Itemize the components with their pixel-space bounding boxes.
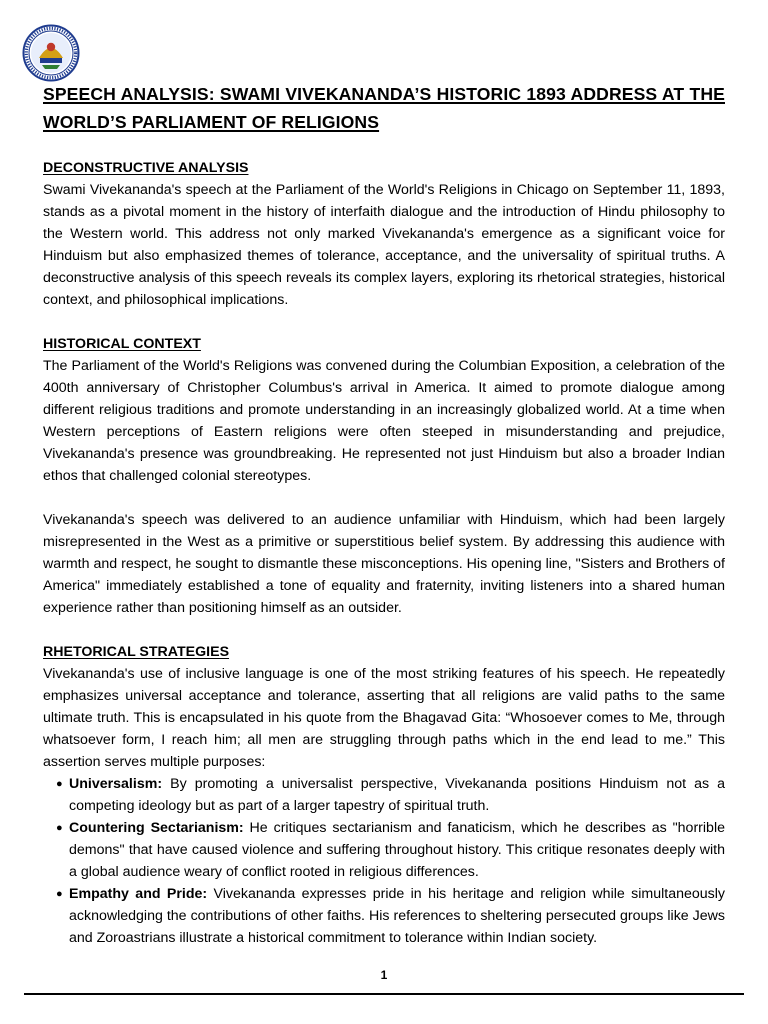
document-body [43,80,725,949]
section-rhetorical-strategies [43,641,725,949]
bullet-term: Countering Sectarianism: [69,820,244,836]
list-item [43,773,725,817]
paragraph: The Parliament of the World's Religions was convened during the Columbian Exposition, a celebration of the 400th anniversary of Christopher Columbus's arrival in America. It aimed to promote dialogue among different religious traditions and promote understanding in an increasingly globalized world. At a time when Western perceptions of Eastern religions were often steeped in misunderstanding and prejudice, Vivekananda's presence was groundbreaking. He represented not just Hinduism but also a broader Indian ethos that challenged colonial stereotypes. [43,358,725,484]
section-historical-context [43,333,725,619]
bullet-icon: ● [56,778,63,790]
bullet-icon: ● [56,822,63,834]
bullet-text: He critiques sectarianism and fanaticism, which he describes as "horrible demons" that have caused violence and suffering throughout history. This critique resonates deeply with a global audience weary of conflict rooted in religious differences. [69,820,725,880]
paragraph: Swami Vivekananda's speech at the Parliament of the World's Religions in Chicago on September 11, 1893, stands as a pivotal moment in the history of interfaith dialogue and the introduction of Hindu philosophy to the Western world. This address not only marked Vivekananda's emergence as a significant voice for Hinduism but also emphasized themes of tolerance, acceptance, and the universality of spiritual truths. A deconstructive analysis of this speech reveals its complex layers, exploring its rhetorical strategies, historical context, and philosophical implications. [43,182,725,308]
list-item [43,817,725,883]
bullet-text: By promoting a universalist perspective, Vivekananda positions Hinduism not as a competing ideology but as part of a larger tapestry of spiritual truth. [69,776,725,814]
list-item [43,883,725,949]
bullet-list [43,773,725,949]
paragraph: Vivekananda's speech was delivered to an audience unfamiliar with Hinduism, which had been largely misrepresented in the West as a primitive or superstitious belief system. By addressing this audience with warmth and respect, he sought to dismantle these misconceptions. His opening line, "Sisters and Brothers of America" immediately established a tone of equality and fraternity, inviting listeners into a shared human experience rather than positioning himself as an outsider. [43,512,725,616]
section-heading: RHETORICAL STRATEGIES [43,644,230,660]
page-number: 1 [380,968,388,982]
section-heading: HISTORICAL CONTEXT [43,336,201,352]
bullet-term: Universalism: [69,776,163,792]
paragraph: Vivekananda's use of inclusive language is one of the most striking features of his speech. He repeatedly emphasizes universal acceptance and tolerance, asserting that all religions are valid paths to the same ultimate truth. This is encapsulated in his quote from the Bhagavad Gita: “Whosoever comes to Me, through whatsoever form, I reach him; all men are struggling through paths which in the end lead to me.” This assertion serves multiple purposes: [43,666,725,770]
bullet-term: Empathy and Pride: [69,886,208,902]
section-deconstructive-analysis [43,157,725,311]
footer-divider [24,993,744,995]
institution-emblem-icon [22,24,80,82]
bullet-text: Vivekananda expresses pride in his heritage and religion while simultaneously acknowledging the contributions of other faiths. His references to sheltering persecuted groups like Jews and Zoroastrians illustrate a historical commitment to tolerance within Indian society. [69,886,725,946]
section-heading: DECONSTRUCTIVE ANALYSIS [43,160,249,176]
page-title: SPEECH ANALYSIS: SWAMI VIVEKANANDA’S HISTORIC 1893 ADDRESS AT THE WORLD’S PARLIAMENT OF RELIGIONS [43,84,725,132]
bullet-icon: ● [56,888,63,900]
